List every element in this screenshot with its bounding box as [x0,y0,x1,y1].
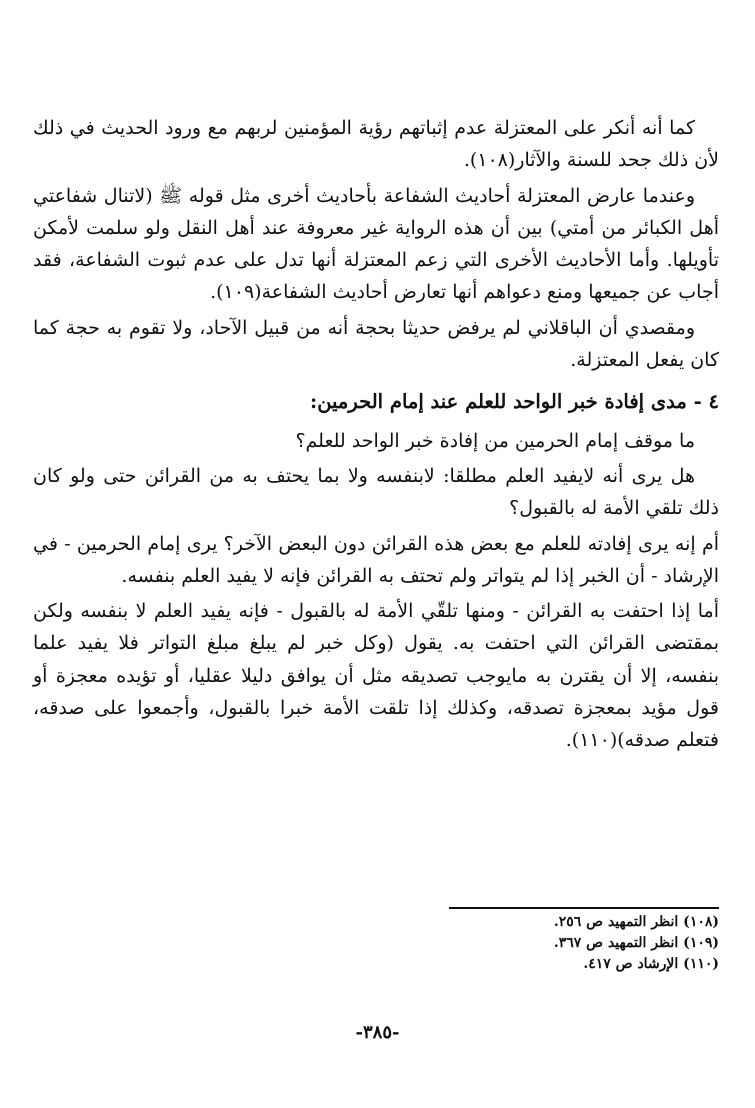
page-number: -٣٨٥- [355,1022,400,1043]
paragraph-7: أما إذا احتفت به القرائن - ومنها تلقّي الأمة له بالقبول - فإنه يفيد العلم لا بنفسه ولكن بمقتضى القرائن التي احتفت به. يقول (وكل خبر لم يبلغ مبلغ التواتر فلا يفيد علما بنفسه، إلا أن يقترن به مايوجب تصديقه مثل أن يوافق دليلا عقليا، أو تؤيده معجزة أو قول مؤيد بمعجزة تصدقه، وكذلك إذا تلقت الأمة خبرا بالقبول، وأجمعوا على صدقه، فتعلم صدقه)(١١٠). [33,600,719,752]
paragraph-5: هل يرى أنه لايفيد العلم مطلقا: لابنفسه ولا بما يحتف به من القرائن حتى ولو كان ذلك تلقي الأمة له بالقبول؟ [33,464,719,520]
paragraph-2: وعندما عارض المعتزلة أحاديث الشفاعة بأحاديث أخرى مثل قوله ﷺ (لاتنال شفاعتي أهل الكبائر من أمتي) بين أن هذه الرواية غير معروفة عند أهل النقل ولو سلمت لأمكن تأويلها. وأما الأحاديث الأخرى التي زعم المعتزلة أنها تدل على عدم ثبوت الشفاعة، فقد أجاب عن جميعها ومنع دعواهم أنها تعارض أحاديث الشفاعة(١٠٩). [33,184,719,304]
footnote-108: (١٠٨) انظر التمهيد ص ٢٥٦. [553,914,719,930]
footnote-divider [449,907,719,909]
paragraph-6: أم إنه يرى إفادته للعلم مع بعض هذه القرائن دون البعض الآخر؟ يرى إمام الحرمين - في الإرشاد - أن الخبر إذا لم يتواتر ولم تحتف به القرائن فإنه لا يفيد العلم بنفسه. [33,532,719,587]
footnote-110: (١١٠) الإرشاد ص ٤١٧. [583,956,719,972]
page-body [33,112,719,760]
paragraph-3: ومقصدي أن الباقلاني لم يرفض حديثا بحجة أنه من قبيل الآحاد، ولا تقوم به حجة كما كان يفعل المعتزلة. [33,316,719,372]
paragraph-1: كما أنه أنكر على المعتزلة عدم إثباتهم رؤية المؤمنين لربهم مع ورود الحديث في ذلك لأن ذلك جحد للسنة والآثار(١٠٨). [33,117,719,172]
footnotes [419,912,719,975]
paragraph-4: ما موقف إمام الحرمين من إفادة خبر الواحد للعلم؟ [295,429,695,452]
footnote-109: (١٠٩) انظر التمهيد ص ٣٦٧. [553,935,719,951]
section-heading: ٤ - مدى إفادة خبر الواحد للعلم عند إمام الحرمين: [310,390,719,414]
